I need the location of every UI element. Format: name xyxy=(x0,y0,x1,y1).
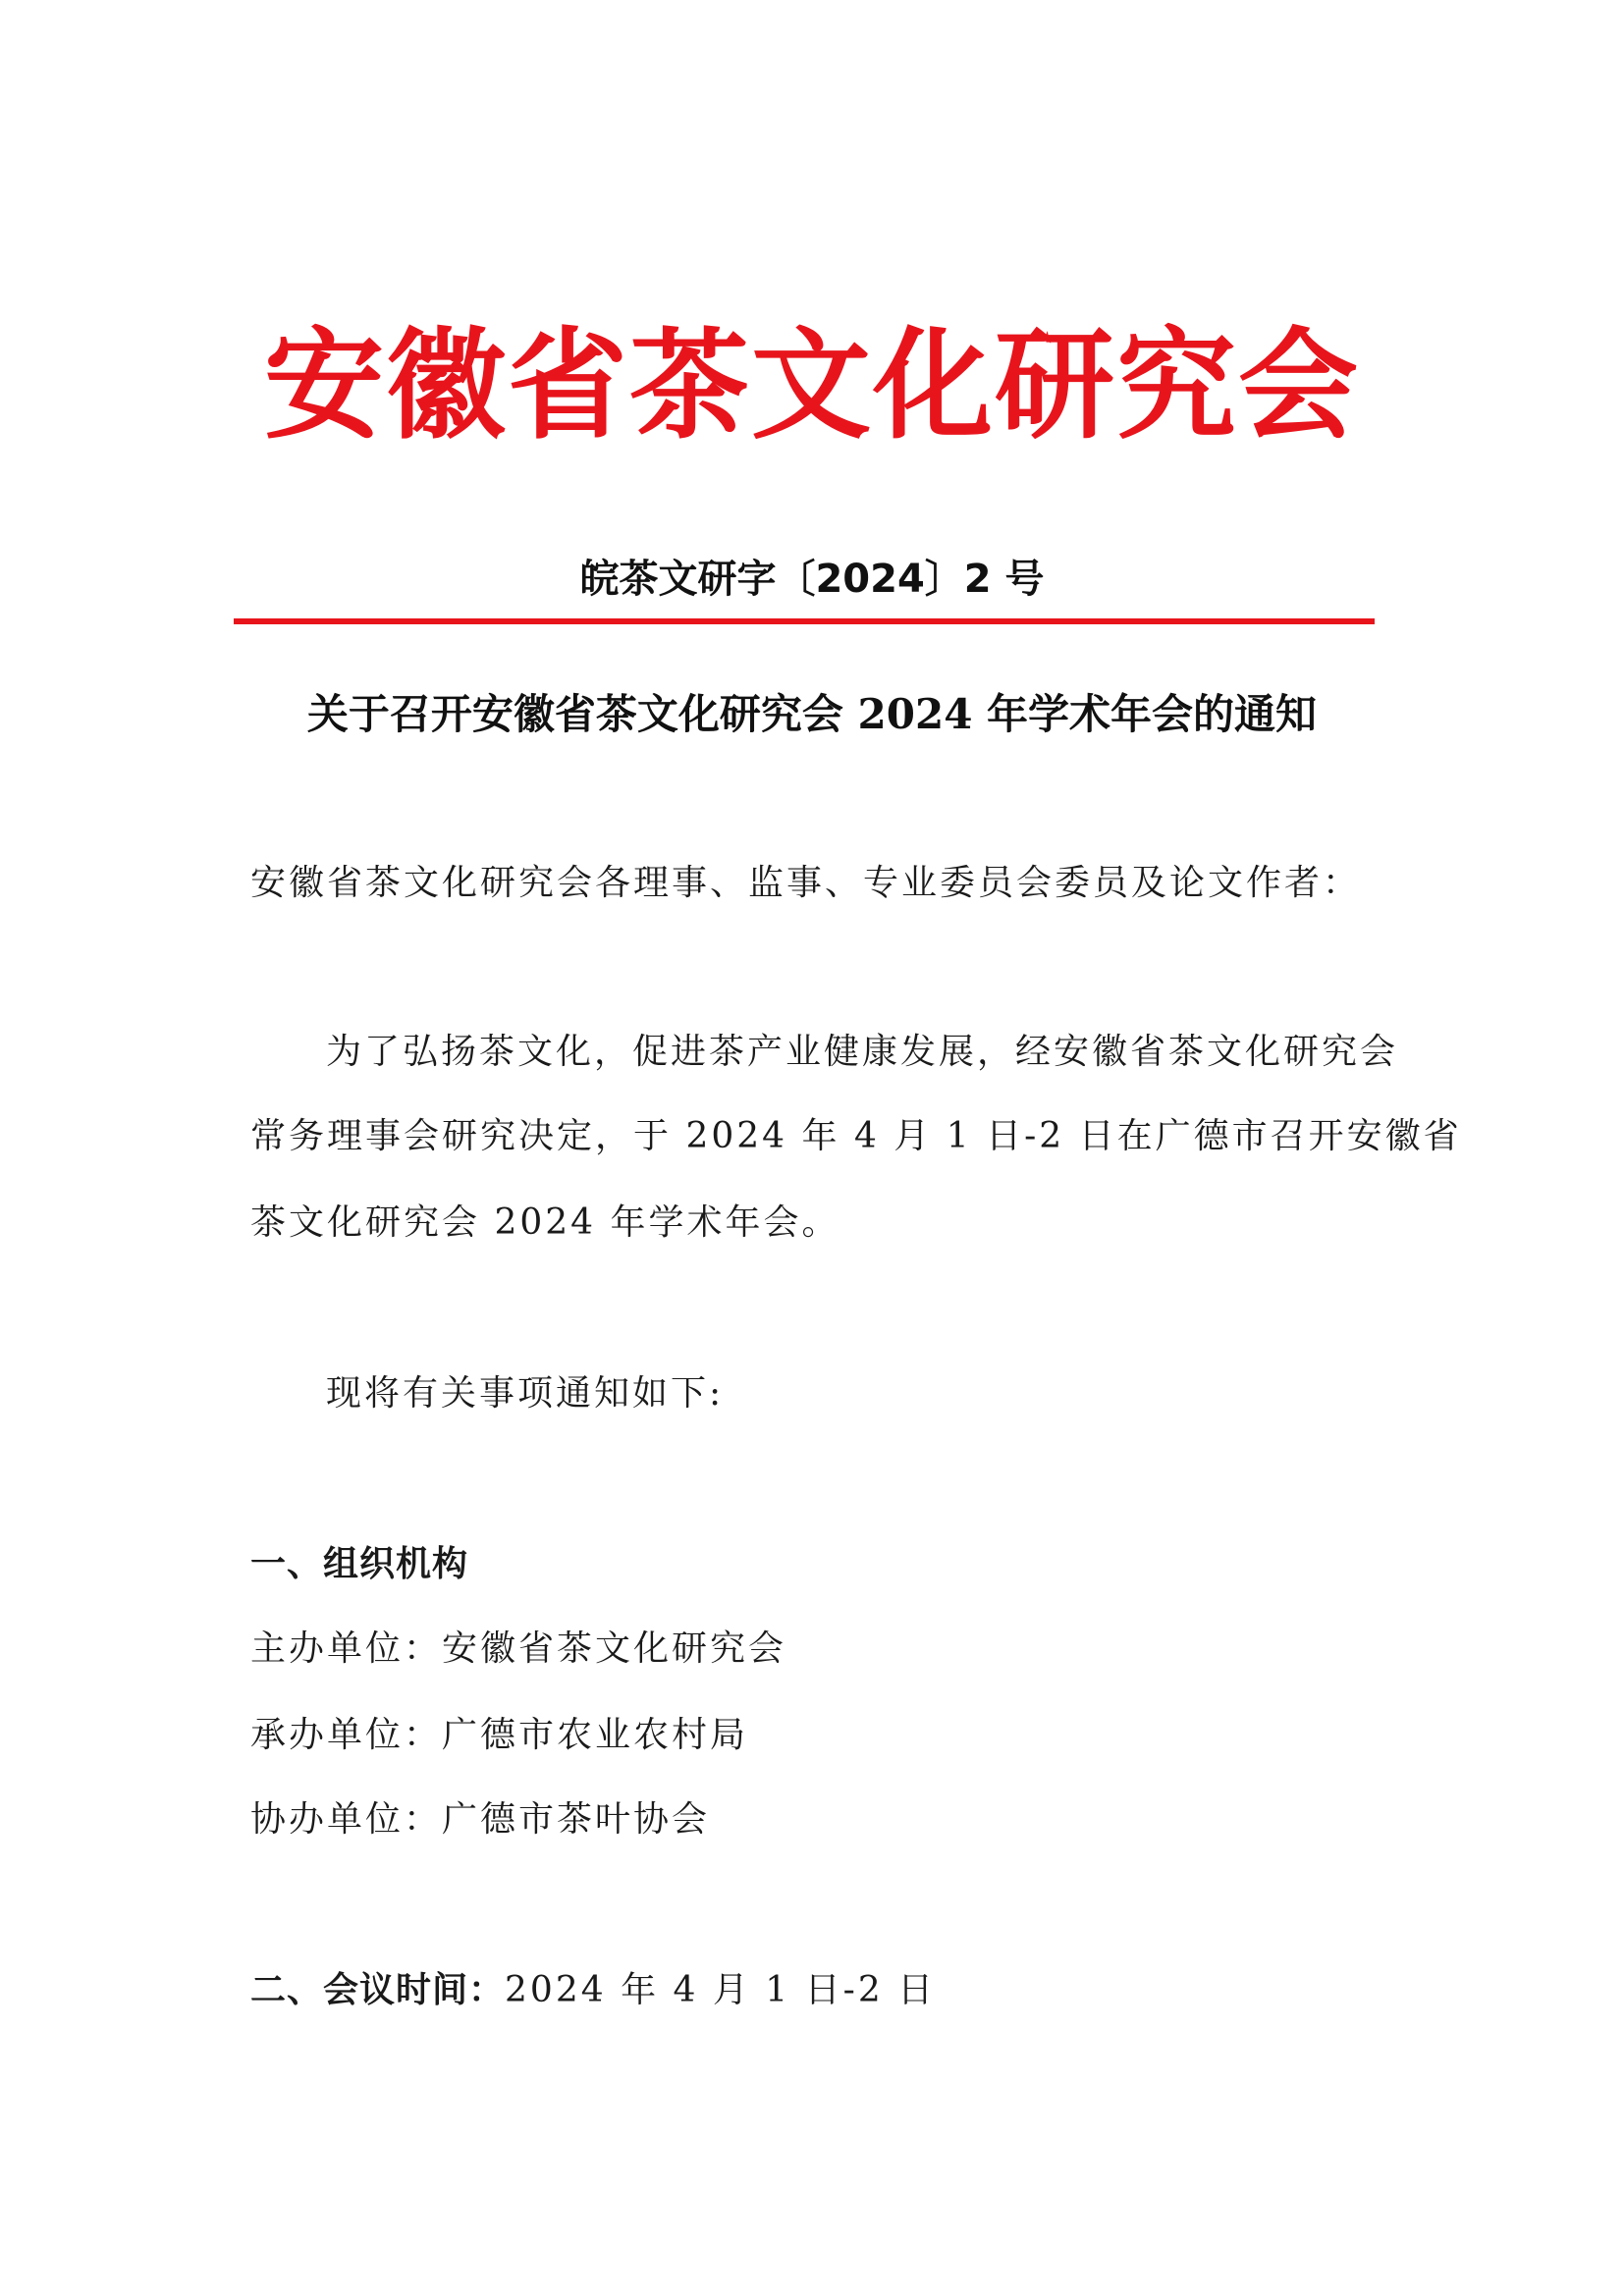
paragraph1-line2: 常务理事会研究决定，于 2024 年 4 月 1 日-2 日在广德市召开安徽省 xyxy=(250,1116,1462,1156)
document-title: 关于召开安徽省茶文化研究会 2024 年学术年会的通知 xyxy=(306,690,1318,738)
co-organizer-unit: 协办单位：广德市茶叶协会 xyxy=(250,1799,711,1840)
host-unit: 主办单位：安徽省茶文化研究会 xyxy=(250,1629,787,1669)
meeting-time-label: 二、会议时间： xyxy=(250,1970,506,2010)
paragraph2: 现将有关事项通知如下: xyxy=(326,1373,725,1414)
document-number: 皖茶文研字〔2024〕2 号 xyxy=(579,557,1045,602)
paragraph1-line3: 茶文化研究会 2024 年学术年会。 xyxy=(250,1202,840,1243)
meeting-time-value: 2024 年 4 月 1 日-2 日 xyxy=(505,1970,937,2010)
section1-heading: 一、组织机构 xyxy=(250,1544,469,1584)
paragraph1-line1: 为了弘扬茶文化，促进茶产业健康发展，经安徽省茶文化研究会 xyxy=(326,1032,1399,1072)
red-divider-line xyxy=(234,618,1375,624)
meeting-time xyxy=(250,1965,1389,2016)
organizer-unit: 承办单位：广德市农业农村局 xyxy=(250,1715,749,1755)
salutation: 安徽省茶文化研究会各理事、监事、专业委员会委员及论文作者： xyxy=(250,863,1362,903)
organization-masthead: 安徽省茶文化研究会 xyxy=(264,316,1360,455)
